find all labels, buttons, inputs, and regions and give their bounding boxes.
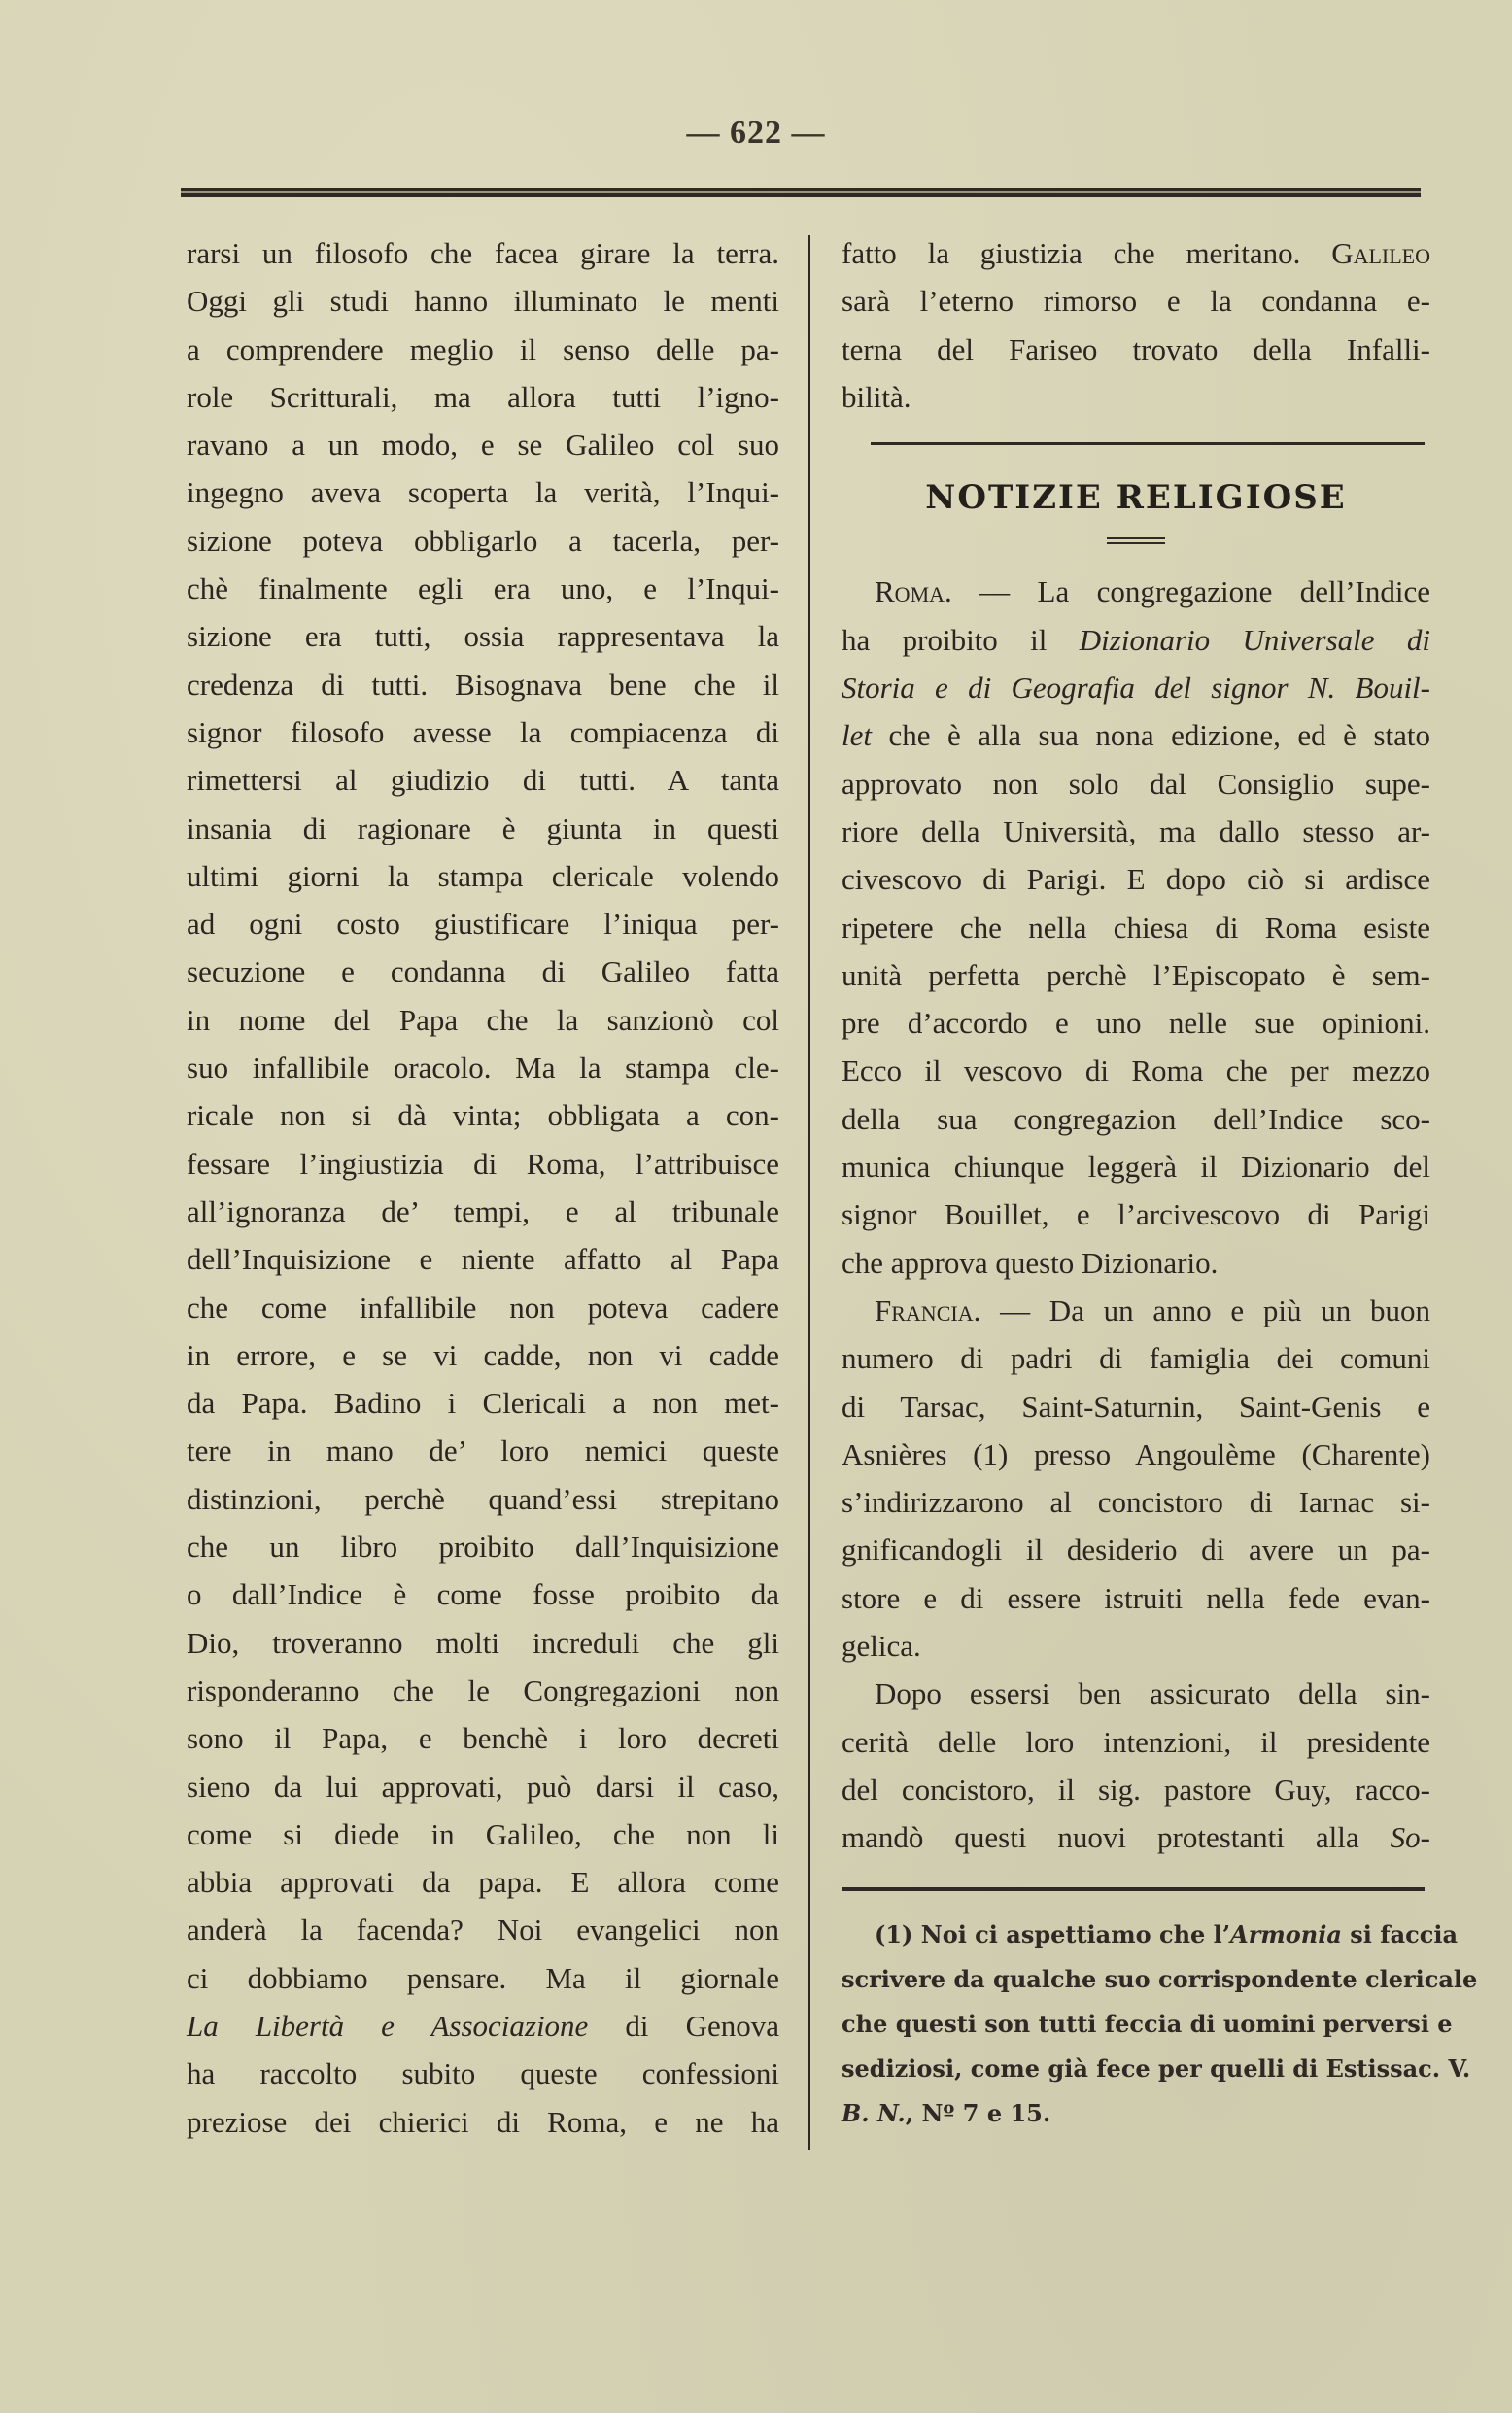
text-line: distinzioni, perchè quand’essi strepitano bbox=[187, 1481, 779, 1516]
text-line: bilità. bbox=[842, 379, 911, 414]
footnote-rule bbox=[842, 1887, 1425, 1891]
book-title: Storia e di Geografia del signor N. Bouil- bbox=[842, 671, 1430, 706]
text-line: ravano a un modo, e se Galileo col suo bbox=[187, 428, 779, 463]
text-line: chè finalmente egli era uno, e l’Inqui- bbox=[187, 571, 779, 606]
text-fragment: fatto la giustizia che meritano. bbox=[842, 236, 1332, 270]
citation-abbrev: B. N. bbox=[842, 2098, 906, 2127]
section-rule bbox=[871, 442, 1425, 445]
text-line: o dall’Indice è come fosse proibito da bbox=[187, 1577, 779, 1612]
text-line: ha raccolto subito queste confessioni bbox=[187, 2056, 779, 2091]
text-fragment: mandò questi nuovi protestanti alla bbox=[842, 1820, 1391, 1855]
text-line: Ecco il vescovo di Roma che per mezzo bbox=[842, 1053, 1430, 1088]
text-line: riore della Università, ma dallo stesso ar- bbox=[842, 813, 1430, 848]
text-line: ci dobbiamo pensare. Ma il giornale bbox=[187, 1960, 779, 1995]
newspaper-title: Armonia bbox=[1230, 1919, 1342, 1948]
text-line: all’ignoranza de’ tempi, e al tribunale bbox=[187, 1193, 779, 1228]
text-line: sarà l’eterno rimorso e la condanna e- bbox=[842, 284, 1430, 319]
article-francia-continued bbox=[842, 1670, 1430, 1813]
text-line: ingegno aveva scoperta la verità, l’Inqui- bbox=[187, 475, 779, 510]
text-line: tere in mano de’ loro nemici queste bbox=[187, 1433, 779, 1468]
text-line: ad ogni costo giustificare l’iniqua per- bbox=[187, 907, 779, 942]
text-line: di Tarsac, Saint-Saturnin, Saint-Genis e bbox=[842, 1389, 1430, 1424]
text-line bbox=[842, 568, 1430, 615]
footnote-line: che questi son tutti feccia di uomini perversi e bbox=[842, 2009, 1453, 2038]
text-line: che come infallibile non poteva cadere bbox=[187, 1290, 779, 1325]
book-title: let bbox=[842, 718, 872, 753]
text-line: sono il Papa, e benchè i loro decreti bbox=[187, 1721, 779, 1756]
text-line: numero di padri di famiglia dei comuni bbox=[842, 1341, 1430, 1376]
text-line: ultimi giorni la stampa clericale volendo bbox=[187, 858, 779, 893]
text-line: dell’Inquisizione e niente affatto al Papa bbox=[187, 1242, 779, 1277]
left-column bbox=[187, 229, 779, 2146]
name-galileo: Galileo bbox=[1331, 236, 1430, 270]
text-fragment: di Genova bbox=[588, 2008, 779, 2043]
text-fragment: che è alla sua nona edizione, ed è stato bbox=[872, 718, 1430, 753]
footnote-line bbox=[842, 1913, 1459, 1957]
text-line: in errore, e se vi cadde, non vi cadde bbox=[187, 1337, 779, 1372]
dateline-roma: Roma. bbox=[875, 574, 952, 609]
left-column-end bbox=[187, 2050, 779, 2146]
text-line: sizione era tutti, ossia rappresentava la bbox=[187, 619, 779, 654]
text-line: ripetere che nella chiesa di Roma esiste bbox=[842, 910, 1430, 945]
text-line: signor filosofo avesse la compiacenza di bbox=[187, 714, 779, 749]
text-line: preziose dei chierici di Roma, e ne ha bbox=[187, 2104, 779, 2139]
text-fragment: ha proibito il bbox=[842, 622, 1080, 657]
footnote-line: scrivere da qualche suo corrispondente clericale bbox=[842, 1964, 1478, 1993]
text-line: abbia approvati da papa. E allora come bbox=[187, 1865, 779, 1900]
text-line: civescovo di Parigi. E dopo ciò si ardisce bbox=[842, 862, 1430, 897]
article-francia bbox=[842, 1287, 1430, 1862]
text-line-italic-newspaper bbox=[187, 2002, 779, 2050]
text-fragment-italic: So- bbox=[1390, 1820, 1430, 1855]
text-line bbox=[842, 1287, 1430, 1334]
text-line: gnificandogli il desiderio di avere un pa- bbox=[842, 1533, 1430, 1568]
article-roma bbox=[842, 568, 1430, 1286]
text-line: rimettersi al giudizio di tutti. A tanta bbox=[187, 763, 779, 798]
text-line: fessare l’ingiustizia di Roma, l’attribuisce bbox=[187, 1146, 779, 1181]
text-line bbox=[842, 664, 1430, 711]
text-line: come si diede in Galileo, che non li bbox=[187, 1816, 779, 1851]
text-line: risponderanno che le Congregazioni non bbox=[187, 1672, 779, 1707]
book-title: Dizionario Universale di bbox=[1079, 622, 1430, 657]
text-line: Oggi gli studi hanno illuminato le menti bbox=[187, 284, 779, 319]
footnote-body bbox=[842, 1957, 1478, 2091]
text-line: che approva questo Dizionario. bbox=[842, 1245, 1219, 1280]
text-line: terna del Fariseo trovato della Infalli- bbox=[842, 331, 1430, 366]
footnote-line: sediziosi, come già fece per quelli di Estissac. V. bbox=[842, 2053, 1471, 2083]
column-divider bbox=[808, 235, 810, 2150]
text-line: sieno da lui approvati, può darsi il caso, bbox=[187, 1769, 779, 1804]
text-line: Asnières (1) presso Angoulème (Charente) bbox=[842, 1436, 1430, 1471]
text-line: pre d’accordo e uno nelle sue opinioni. bbox=[842, 1006, 1430, 1041]
text-line: unità perfetta perchè l’Episcopato è sem- bbox=[842, 957, 1430, 992]
text-line: Dio, troveranno molti increduli che gli bbox=[187, 1625, 779, 1660]
text-line: credenza di tutti. Bisognava bene che il bbox=[187, 667, 779, 702]
text-fragment: — Da un anno e più un buon bbox=[980, 1293, 1430, 1327]
text-fragment: — La congregazione dell’Indice bbox=[951, 574, 1430, 609]
header-double-rule bbox=[181, 188, 1421, 197]
left-column-body bbox=[187, 229, 779, 2002]
page-number: — 622 — bbox=[686, 115, 826, 151]
text-line: store e di essere istruiti nella fede evan- bbox=[842, 1580, 1430, 1615]
text-line: approvato non solo dal Consiglio supe- bbox=[842, 766, 1430, 801]
text-line: in nome del Papa che la sanzionò col bbox=[187, 1002, 779, 1037]
footnote-line bbox=[842, 2091, 1430, 2136]
text-line: secuzione e condanna di Galileo fatta bbox=[187, 954, 779, 989]
text-line: anderà la facenda? Noi evangelici non bbox=[187, 1913, 779, 1948]
newspaper-title: La Libertà e Associazione bbox=[187, 2008, 589, 2043]
text-line: role Scritturali, ma allora tutti l’igno- bbox=[187, 379, 779, 414]
text-line: s’indirizzarono al concistoro di Iarnac si- bbox=[842, 1485, 1430, 1520]
text-line: da Papa. Badino i Clericali a non met- bbox=[187, 1386, 779, 1421]
dateline-francia: Francia. bbox=[875, 1293, 981, 1327]
text-line: del concistoro, il sig. pastore Guy, racco- bbox=[842, 1772, 1430, 1807]
title-ornament bbox=[1107, 537, 1165, 544]
text-line: della sua congregazion dell’Indice sco- bbox=[842, 1101, 1430, 1136]
text-line bbox=[842, 711, 1430, 759]
text-fragment: si faccia bbox=[1341, 1919, 1459, 1948]
text-fragment: , Nº 7 e 15. bbox=[905, 2098, 1051, 2127]
text-line: a comprendere meglio il senso delle pa- bbox=[187, 331, 779, 366]
text-line: sizione poteva obbligarlo a tacerla, per- bbox=[187, 523, 779, 558]
text-line: cerità delle loro intenzioni, il presidente bbox=[842, 1724, 1430, 1759]
section-title: NOTIZIE RELIGIOSE bbox=[925, 478, 1347, 518]
text-line: gelica. bbox=[842, 1629, 921, 1664]
text-line bbox=[842, 1813, 1430, 1861]
text-line: rarsi un filosofo che facea girare la terra. bbox=[187, 236, 779, 270]
text-line: suo infallibile oracolo. Ma la stampa cle- bbox=[187, 1051, 779, 1086]
text-line: ricale non si dà vinta; obbligata a con- bbox=[187, 1098, 779, 1133]
text-line: insania di ragionare è giunta in questi bbox=[187, 810, 779, 845]
text-line: Dopo essersi ben assicurato della sin- bbox=[875, 1676, 1430, 1711]
text-line bbox=[842, 616, 1430, 664]
text-line bbox=[842, 229, 1430, 277]
text-line: munica chiunque leggerà il Dizionario del bbox=[842, 1150, 1430, 1185]
article-francia-body bbox=[842, 1334, 1430, 1670]
text-line: signor Bouillet, e l’arcivescovo di Parigi bbox=[842, 1197, 1430, 1232]
article-roma-body bbox=[842, 760, 1430, 1287]
right-column bbox=[842, 229, 1478, 2136]
text-line: che un libro proibito dall’Inquisizione bbox=[187, 1530, 779, 1565]
text-fragment: (1) Noi ci aspettiamo che l’ bbox=[875, 1919, 1231, 1948]
footnote bbox=[842, 1913, 1478, 2136]
